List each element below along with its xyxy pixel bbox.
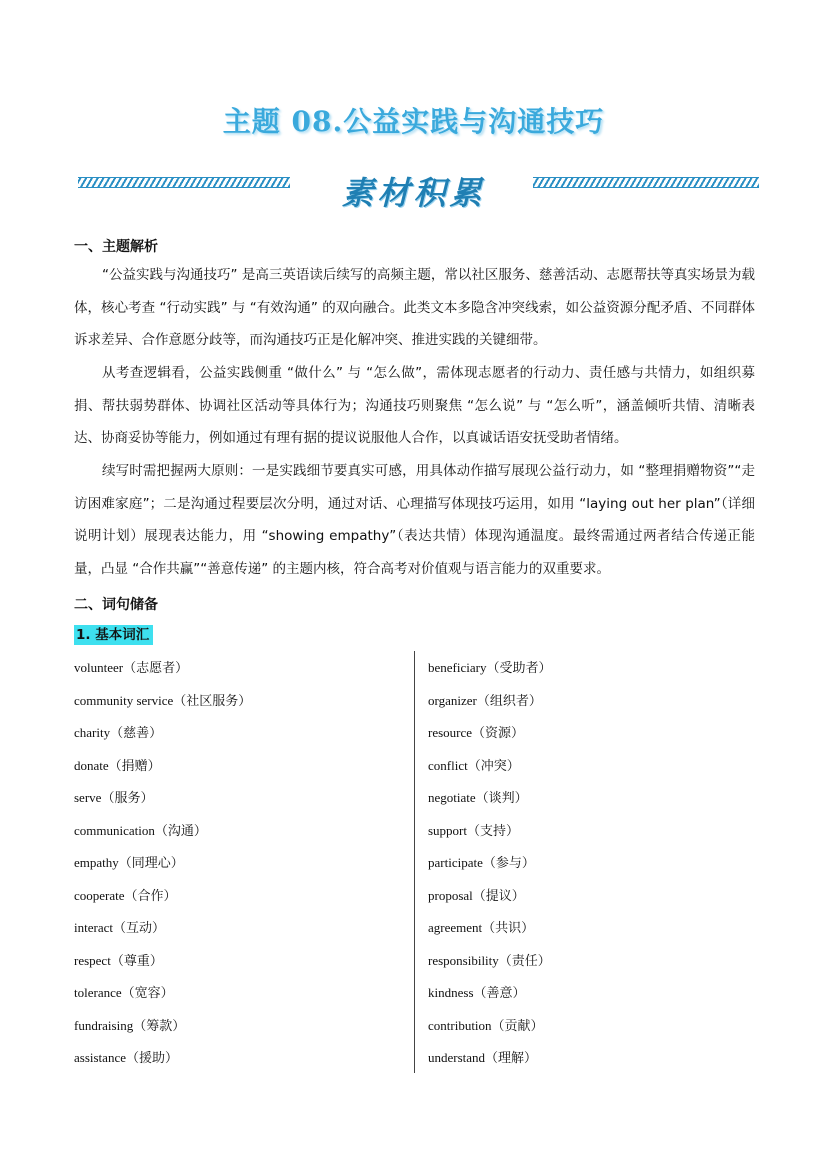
vocab-column-right [428, 652, 758, 1075]
vocab-english: serve [74, 790, 102, 805]
vocab-chinese: （同理心） [118, 856, 184, 871]
vocab-english: proposal [428, 887, 473, 903]
vocab-item [74, 945, 404, 978]
vocab-english: assistance [74, 1050, 126, 1065]
vocab-chinese: （参与） [482, 856, 535, 871]
paragraph: “公益实践与沟通技巧” 是高三英语读后续写的高频主题，常以社区服务、慈善活动、志愿帮扶等真实场景为载体，核心考查 “行动实践” 与 “有效沟通” 的双向融合。此类文本多隐含冲突线索，如公益资源分配矛盾、不同群体诉求差异、合作意愿分歧等，而沟通技巧正是化解冲突、推进实践的关键细带。 [74, 267, 755, 348]
vocab-english: fundraising [74, 1017, 134, 1033]
vocab-english: organizer [428, 692, 477, 708]
vocab-english: understand [428, 1050, 486, 1065]
vocab-english: support [428, 822, 467, 838]
vocab-item [428, 685, 758, 718]
vocab-item [74, 1010, 404, 1043]
vocab-english: interact [74, 920, 113, 935]
vocab-chinese: （善意） [473, 986, 526, 1001]
vocab-chinese: （支持） [467, 823, 520, 839]
vocab-chinese: （合作） [124, 888, 177, 904]
vocab-chinese: （服务） [101, 791, 154, 806]
vocab-item [74, 880, 404, 913]
column-divider [414, 651, 415, 1073]
vocab-english: negotiate [428, 790, 476, 805]
vocab-item [74, 782, 404, 815]
vocab-english: tolerance [74, 985, 122, 1000]
vocab-item [428, 815, 758, 848]
vocab-english: community service [74, 692, 174, 708]
vocab-english: empathy [74, 855, 119, 870]
banner-decoration-left [78, 177, 290, 188]
vocab-item [428, 945, 758, 978]
vocab-item [428, 977, 758, 1010]
vocab-chinese: （捐赠） [108, 758, 161, 774]
section-heading-analysis: 一、主题解析 [74, 239, 158, 255]
vocab-item [74, 847, 404, 880]
vocab-english: beneficiary [428, 660, 487, 675]
vocab-item [428, 880, 758, 913]
vocab-english: respect [74, 952, 111, 968]
vocab-chinese: （志愿者） [123, 661, 189, 676]
vocab-english: resource [428, 725, 473, 740]
vocab-chinese: （沟通） [154, 823, 207, 839]
vocab-chinese: （尊重） [110, 953, 163, 969]
vocab-item [428, 750, 758, 783]
vocab-item [74, 1042, 404, 1075]
banner-title: 素材积累 [341, 174, 486, 212]
vocab-chinese: （理解） [485, 1051, 538, 1066]
vocab-column-left [74, 652, 404, 1075]
section-heading-vocab: 二、词句储备 [74, 597, 158, 613]
vocab-chinese: （援助） [125, 1051, 178, 1066]
vocab-item [428, 782, 758, 815]
vocab-chinese: （共识） [482, 921, 535, 936]
vocab-english: volunteer [74, 660, 124, 675]
vocab-chinese: （互动） [112, 921, 165, 936]
vocab-chinese: （慈善） [110, 726, 163, 741]
vocab-chinese: （责任） [498, 953, 551, 969]
vocab-english: agreement [428, 920, 483, 935]
paragraph: 从考查逻辑看，公益实践侧重 “做什么” 与 “怎么做”，需体现志愿者的行动力、责任感与共情力，如组织募捐、帮扶弱势群体、协调社区活动等具体行为；沟通技巧则聚焦 “怎么说” 与 “怎么听”，涵盖倾听共情、清晰表达、协商妥协等能力，例如通过有理有据的提议说服他人合作，以真诚话语安抚受助者情绪。 [74, 365, 755, 446]
vocab-item [74, 912, 404, 945]
vocab-item [428, 652, 758, 685]
vocab-chinese: （冲突） [467, 758, 520, 774]
subheading-basic-vocab: 1. 基本词汇 [74, 625, 153, 645]
vocab-chinese: （谈判） [475, 791, 528, 806]
vocab-english: kindness [428, 985, 474, 1000]
vocab-item [74, 815, 404, 848]
vocab-chinese: （提议） [472, 888, 525, 904]
vocab-english: conflict [428, 757, 468, 773]
vocab-item [74, 685, 404, 718]
vocab-english: contribution [428, 1017, 492, 1033]
vocab-english: communication [74, 822, 155, 838]
vocab-item [74, 977, 404, 1010]
vocab-english: participate [428, 855, 483, 870]
page-title: 主题 08.公益实践与沟通技巧 [222, 105, 605, 138]
vocab-item [428, 717, 758, 750]
vocab-chinese: （社区服务） [173, 693, 252, 709]
vocab-item [428, 912, 758, 945]
vocab-chinese: （组织者） [476, 693, 542, 709]
banner-decoration-right [533, 177, 759, 188]
vocab-chinese: （贡献） [491, 1018, 544, 1034]
vocab-item [74, 717, 404, 750]
vocab-chinese: （受助者） [486, 661, 552, 676]
vocab-chinese: （宽容） [121, 986, 174, 1001]
vocab-chinese: （筹款） [133, 1018, 186, 1034]
vocab-chinese: （资源） [472, 726, 525, 741]
vocab-english: cooperate [74, 887, 125, 903]
vocab-item [428, 1042, 758, 1075]
paragraph: 续写时需把握两大原则：一是实践细节要真实可感，用具体动作描写展现公益行动力，如 “整理捐赠物资”“走访困难家庭”；二是沟通过程要层次分明，通过对话、心理描写体现技巧运用，如用 “laying out her plan”（详细说明计划）展现表达能力，用 “showing empathy”（表达共情）体现沟通温度。最终需通过两者结合传递正能量，凸显 “合作共赢”“善意传递” 的主题内核，符合高考对价值观与语言能力的双重要求。 [74, 463, 755, 577]
vocab-item [74, 750, 404, 783]
vocab-english: responsibility [428, 952, 499, 968]
vocab-item [74, 652, 404, 685]
vocab-english: donate [74, 757, 109, 773]
vocab-item [428, 1010, 758, 1043]
vocab-english: charity [74, 725, 111, 740]
vocab-item [428, 847, 758, 880]
